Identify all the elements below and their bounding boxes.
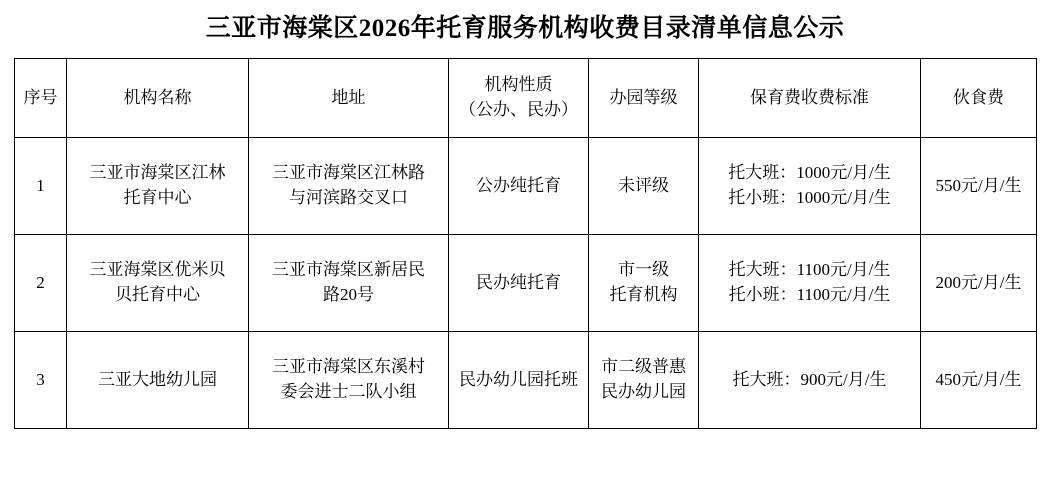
column-header-nature-line2: （公办、民办）	[459, 100, 578, 119]
cell-meal-fee-line: 200元/月/生	[935, 272, 1022, 292]
cell-nature-line: 民办纯托育	[476, 272, 561, 292]
cell-level-line: 托育机构	[609, 285, 678, 304]
cell-address	[249, 332, 449, 429]
column-header-nature	[449, 59, 589, 138]
column-header-care-fee: 保育费收费标准	[699, 59, 921, 138]
cell-meal-fee	[921, 138, 1037, 235]
cell-name	[67, 235, 249, 332]
cell-care-fee	[699, 235, 921, 332]
column-header-level: 办园等级	[589, 59, 699, 138]
cell-no: 1	[15, 138, 67, 235]
cell-name	[67, 138, 249, 235]
page-title: 三亚市海棠区2026年托育服务机构收费目录清单信息公示	[205, 15, 845, 42]
cell-nature	[449, 138, 589, 235]
cell-name-line: 贝托育中心	[115, 285, 200, 304]
column-header-name: 机构名称	[67, 59, 249, 138]
table-row	[15, 235, 1037, 332]
cell-name-line: 三亚大地幼儿园	[98, 369, 217, 389]
cell-care-fee-line: 托大班：1100元/月/生	[728, 260, 891, 280]
cell-address-line: 路20号	[323, 285, 374, 304]
cell-care-fee-line: 托大班：900元/月/生	[732, 369, 887, 389]
cell-address	[249, 138, 449, 235]
cell-nature-line: 公办纯托育	[476, 175, 561, 195]
cell-address	[249, 235, 449, 332]
table-header	[15, 59, 1037, 138]
table-row	[15, 332, 1037, 429]
cell-care-fee	[699, 138, 921, 235]
table-body	[15, 138, 1037, 429]
table-container	[0, 58, 1050, 429]
cell-care-fee	[699, 332, 921, 429]
cell-name-line: 三亚市海棠区江林	[89, 163, 226, 183]
table-header-row	[15, 59, 1037, 138]
column-header-no: 序号	[15, 59, 67, 138]
cell-address-line: 三亚市海棠区江林路	[272, 163, 425, 183]
cell-level-line: 市一级	[618, 260, 669, 280]
cell-meal-fee	[921, 235, 1037, 332]
cell-level	[589, 138, 699, 235]
cell-address-line: 与河滨路交叉口	[289, 188, 408, 207]
cell-level	[589, 332, 699, 429]
column-header-nature-line1: 机构性质	[484, 75, 553, 95]
cell-care-fee-line: 托大班：1000元/月/生	[728, 163, 891, 183]
cell-level	[589, 235, 699, 332]
cell-nature-line: 民办幼儿园托班	[459, 369, 578, 389]
cell-no: 3	[15, 332, 67, 429]
cell-nature	[449, 332, 589, 429]
cell-level-line: 市二级普惠	[601, 357, 686, 377]
column-header-meal-fee: 伙食费	[921, 59, 1037, 138]
cell-address-line: 三亚市海棠区新居民	[272, 260, 425, 280]
cell-name-line: 托育中心	[123, 188, 192, 207]
cell-care-fee-line: 托小班：1000元/月/生	[728, 188, 891, 207]
cell-address-line: 委会进士二队小组	[280, 382, 417, 401]
cell-meal-fee-line: 550元/月/生	[935, 175, 1022, 195]
cell-level-line: 未评级	[618, 175, 669, 195]
cell-care-fee-line: 托小班：1100元/月/生	[728, 285, 891, 304]
column-header-address: 地址	[249, 59, 449, 138]
cell-level-line: 民办幼儿园	[601, 382, 686, 401]
cell-name	[67, 332, 249, 429]
table-row	[15, 138, 1037, 235]
cell-no: 2	[15, 235, 67, 332]
fee-listing-table	[14, 58, 1037, 429]
cell-nature	[449, 235, 589, 332]
cell-name-line: 三亚海棠区优米贝	[89, 260, 226, 280]
cell-meal-fee-line: 450元/月/生	[935, 369, 1022, 389]
cell-address-line: 三亚市海棠区东溪村	[272, 357, 425, 377]
cell-meal-fee	[921, 332, 1037, 429]
